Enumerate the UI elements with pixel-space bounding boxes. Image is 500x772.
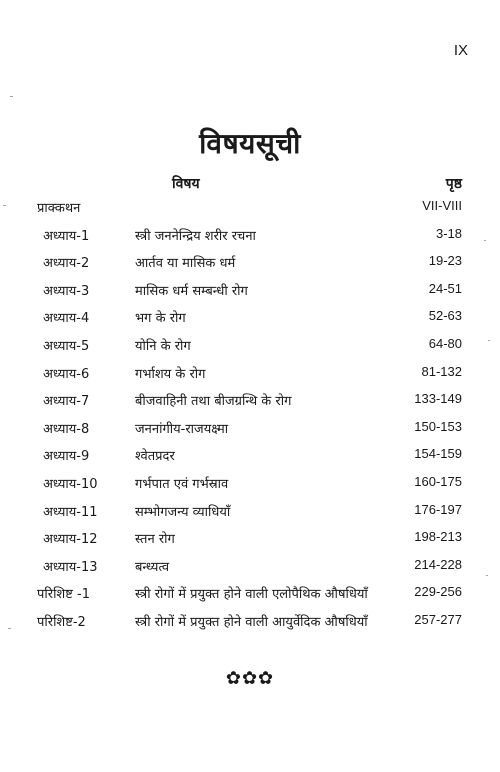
- toc-chapter: अध्याय-5: [43, 338, 90, 354]
- toc-topic: योनि के रोग: [135, 338, 191, 354]
- toc-topic: आर्तव या मासिक धर्म: [135, 256, 236, 272]
- toc-page: 81-132: [421, 363, 462, 379]
- toc-topic: सम्भोगजन्य व्याधियाँ: [135, 504, 231, 520]
- flower-ornament-icon: ✿✿✿: [225, 668, 275, 689]
- toc-chapter: अध्याय-1: [43, 228, 90, 244]
- speck: [486, 575, 488, 576]
- toc-topic: श्वेतप्रदर: [135, 449, 175, 465]
- toc-page: 64-80: [428, 335, 462, 351]
- toc-page: 19-23: [428, 253, 462, 269]
- toc-chapter: अध्याय-8: [43, 421, 90, 437]
- toc-topic: स्त्री रोगों में प्रयुक्त होने वाली एलोपैथिक औषधियाँ: [135, 587, 368, 603]
- toc-chapter: अध्याय-2: [43, 256, 90, 272]
- toc-row: [0, 551, 500, 579]
- column-header-subject: विषय: [172, 176, 200, 192]
- toc-page: VII-VIII: [422, 198, 462, 213]
- toc-chapter: अध्याय-9: [43, 449, 90, 465]
- toc-topic: स्त्री जननेन्द्रिय शरीर रचना: [135, 228, 256, 244]
- toc-page: 229-256: [414, 584, 462, 600]
- toc-row: [0, 578, 500, 606]
- toc-topic: जननांगीय-राजयक्ष्मा: [135, 421, 229, 437]
- toc-chapter: अध्याय-6: [43, 366, 90, 382]
- toc-page: 198-213: [414, 529, 462, 545]
- toc-page: 176-197: [414, 501, 462, 517]
- speck: [484, 240, 486, 241]
- toc-page: 52-63: [428, 308, 462, 324]
- toc-row: [0, 440, 500, 468]
- toc-row: [0, 606, 500, 634]
- toc-topic: बन्ध्यत्व: [135, 559, 170, 575]
- toc-chapter: अध्याय-11: [43, 504, 98, 520]
- toc-chapter: अध्याय-10: [43, 476, 98, 492]
- toc-topic: भग के रोग: [135, 311, 186, 327]
- toc-chapter: अध्याय-13: [43, 559, 98, 575]
- toc-row: [0, 358, 500, 386]
- toc-topic: गर्भपात एवं गर्भस्राव: [135, 476, 229, 492]
- toc-chapter: प्राक्कथन: [37, 201, 81, 216]
- toc-topic: स्तन रोग: [135, 532, 175, 548]
- toc-row: [0, 302, 500, 330]
- toc-page: 150-153: [414, 418, 462, 434]
- toc-row: [0, 385, 500, 413]
- toc-row: [0, 247, 500, 275]
- column-header-page: पृष्ठ: [445, 176, 462, 192]
- table-of-contents: [0, 192, 500, 634]
- toc-row: [0, 275, 500, 303]
- toc-chapter: परिशिष्ट-2: [37, 614, 86, 630]
- toc-topic: गर्भाशय के रोग: [135, 366, 206, 382]
- toc-page: 214-228: [414, 556, 462, 572]
- toc-page: 24-51: [428, 280, 462, 296]
- speck: [3, 205, 6, 206]
- toc-chapter: अध्याय-4: [43, 311, 90, 327]
- speck: [8, 628, 11, 629]
- page-number: IX: [453, 42, 468, 59]
- toc-chapter: अध्याय-12: [43, 532, 98, 548]
- toc-row: [0, 468, 500, 496]
- toc-row: [0, 413, 500, 441]
- toc-row: [0, 496, 500, 524]
- toc-row: [0, 192, 500, 220]
- speck: [488, 340, 490, 341]
- toc-page: 257-277: [414, 611, 462, 627]
- toc-page: 154-159: [414, 446, 462, 462]
- toc-page: 133-149: [414, 391, 462, 407]
- page-title: विषयसूची: [199, 127, 301, 160]
- speck: [10, 96, 13, 97]
- toc-page: 160-175: [414, 473, 462, 489]
- toc-topic: स्त्री रोगों में प्रयुक्त होने वाली आयुर्वेदिक औषधियाँ: [135, 614, 368, 630]
- toc-chapter: अध्याय-3: [43, 283, 90, 299]
- toc-topic: मासिक धर्म सम्बन्धी रोग: [135, 283, 248, 299]
- toc-chapter: अध्याय-7: [43, 394, 90, 410]
- toc-row: [0, 220, 500, 248]
- toc-chapter: परिशिष्ट -1: [37, 587, 90, 603]
- toc-page: 3-18: [435, 225, 462, 241]
- toc-row: [0, 330, 500, 358]
- toc-row: [0, 523, 500, 551]
- toc-topic: बीजवाहिनी तथा बीजग्रन्थि के रोग: [135, 394, 292, 410]
